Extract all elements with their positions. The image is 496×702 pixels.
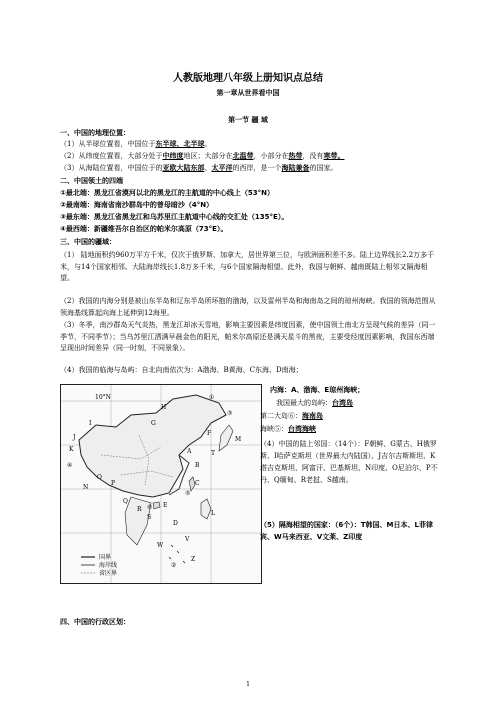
- map-label-w: W: [157, 542, 164, 549]
- map-label-t: T: [211, 450, 216, 457]
- extreme-south: ②最南端：海南省南沙群岛中的曾母暗沙（4°N）: [60, 201, 214, 209]
- china-map: [60, 384, 262, 584]
- latitude-label: 10°N: [95, 394, 111, 401]
- paragraph-seas-islands: （4）我国的临海与岛屿：自北向南依次为：A渤海、B黄海、C东海、D南海；: [60, 366, 303, 374]
- map-label-o: O: [97, 474, 102, 481]
- second-island-line: 第二大岛⑥：海南岛: [260, 412, 323, 420]
- legend-coastline: 海岸线: [99, 562, 118, 569]
- map-label-k: K: [69, 446, 74, 453]
- extreme-west: ④最西端：新疆维吾尔自治区的帕米尔高原（73°E）。: [60, 225, 228, 233]
- paragraph-area: （1） 陆地面积约960万平方千米，仅次于俄罗斯、加拿大，居世界第三位，与欧洲面积差不多。陆上边界线长2.2万多千米，与14个国家相邻。大陆海岸线长1.8万多千米，与6个国家隔海相望。此外，我国与朝鲜、越南既陆上相邻又隔海相望。: [60, 251, 435, 282]
- map-label-l: L: [211, 510, 215, 517]
- map-label-c: C: [195, 480, 200, 487]
- map-label-z: Z: [191, 556, 196, 563]
- map-legend: [81, 557, 95, 573]
- map-label-a: A: [187, 448, 192, 455]
- document-title: 人教版地理八年级上册知识点总结: [173, 73, 323, 84]
- map-label-2: ②: [171, 562, 177, 569]
- map-label-h: H: [161, 404, 167, 411]
- land-neighbors: （4）中国的陆上邻国：（14个）：F朝鲜、G蒙古、H俄罗斯、I哈萨克斯坦（世界最大内陆国）、J吉尔吉斯斯坦、K塔吉克斯坦、阿富汗、巴基斯坦、N印度、O尼泊尔、P不丹、Q缅甸、R老挝、S越南。: [260, 440, 438, 484]
- map-label-d: D: [173, 520, 178, 527]
- map-label-4: ④: [67, 462, 73, 469]
- heading-location: 一、中国的地理位置：: [60, 129, 130, 137]
- sea-neighbors: （5）隔海相望的国家：（6个）：T韩国、M日本、L菲律宾、W马来西亚、V文莱、Z印度: [260, 521, 433, 541]
- japan: [219, 425, 233, 451]
- map-label-p: P: [111, 480, 116, 487]
- paragraph-climate-time: （3）冬季，南沙群岛天气炎热，黑龙江却冰天雪地，影响主要因素是纬度因素，使中国领土南北方呈现气候的差异（同一季节，不同季节）；当乌苏里江洒满早晨金色的阳光，帕米尔高原还是满天星斗的黑夜，主要受经度因素影响，我国东西端呈现出时间差异（同一时刻，不同景象）。: [60, 321, 436, 352]
- map-label-f: F: [207, 430, 212, 437]
- extreme-east: ③最东端：黑龙江省黑龙江和乌苏里江主航道中心线的交汇处（135°E）。: [60, 213, 289, 221]
- map-label-i: I: [89, 420, 92, 427]
- chapter-title: 第一章从世界看中国: [216, 89, 280, 97]
- line-sea-land: （3）从海陆位置看，中国位于的亚欧大陆东部、太平洋的西岸，是一个海陆兼备的国家。: [60, 164, 338, 172]
- map-label-6: ⑥: [147, 504, 153, 511]
- page-number: 1: [246, 681, 250, 688]
- map-label-m: M: [235, 436, 242, 443]
- map-label-q: Q: [123, 498, 128, 505]
- hainan-island: [153, 502, 160, 509]
- section-title: 第一节 疆 域: [228, 116, 268, 124]
- largest-island-line: 我国最大的岛屿：台湾岛: [276, 399, 353, 407]
- heading-extremes: 二、中国领土的四端: [60, 177, 123, 185]
- line-latitude: （2）从纬度位置看，大部分处于中纬度地区；大部分在北温带，小部分在热带，没有寒带。: [60, 152, 345, 160]
- legend-national-border: 国界: [99, 554, 112, 561]
- map-label-r: R: [137, 506, 142, 513]
- heading-admin-divisions: 四、中国的行政区划：: [60, 618, 130, 626]
- map-label-e: E: [163, 502, 168, 509]
- map-label-1: ①: [209, 394, 215, 401]
- legend-province-border: 省区界: [99, 570, 118, 577]
- heading-territory: 三、中国的疆域：: [60, 238, 116, 246]
- paragraph-inner-seas: （2）我国的内海分别是被山东半岛和辽东半岛所环抱的渤海，以及雷州半岛和海南岛之间的琼州海峡。我国的领海范围从领海基线算起向海上延伸到12海里。: [60, 297, 436, 317]
- map-label-s: S: [147, 514, 152, 521]
- line-hemisphere: （1）从半球位置看，中国位于东半球、北半球。: [60, 140, 212, 148]
- philippines: [201, 499, 211, 519]
- extreme-north: ①最北端：黑龙江省漠河以北的黑龙江的主航道的中心线上（53°N）: [60, 189, 275, 197]
- map-label-3: ③: [227, 410, 233, 417]
- map-label-g: G: [151, 420, 156, 427]
- strait-line: 海峡⑤：台湾海峡: [260, 425, 316, 433]
- inner-seas-line: 内海：A、渤海、E琼州海峡；: [270, 386, 365, 394]
- map-label-b: B: [195, 462, 200, 469]
- map-label-j: J: [73, 434, 76, 441]
- map-label-v: V: [185, 536, 190, 543]
- map-label-5: ⑤: [185, 490, 191, 497]
- map-label-n: N: [83, 484, 89, 491]
